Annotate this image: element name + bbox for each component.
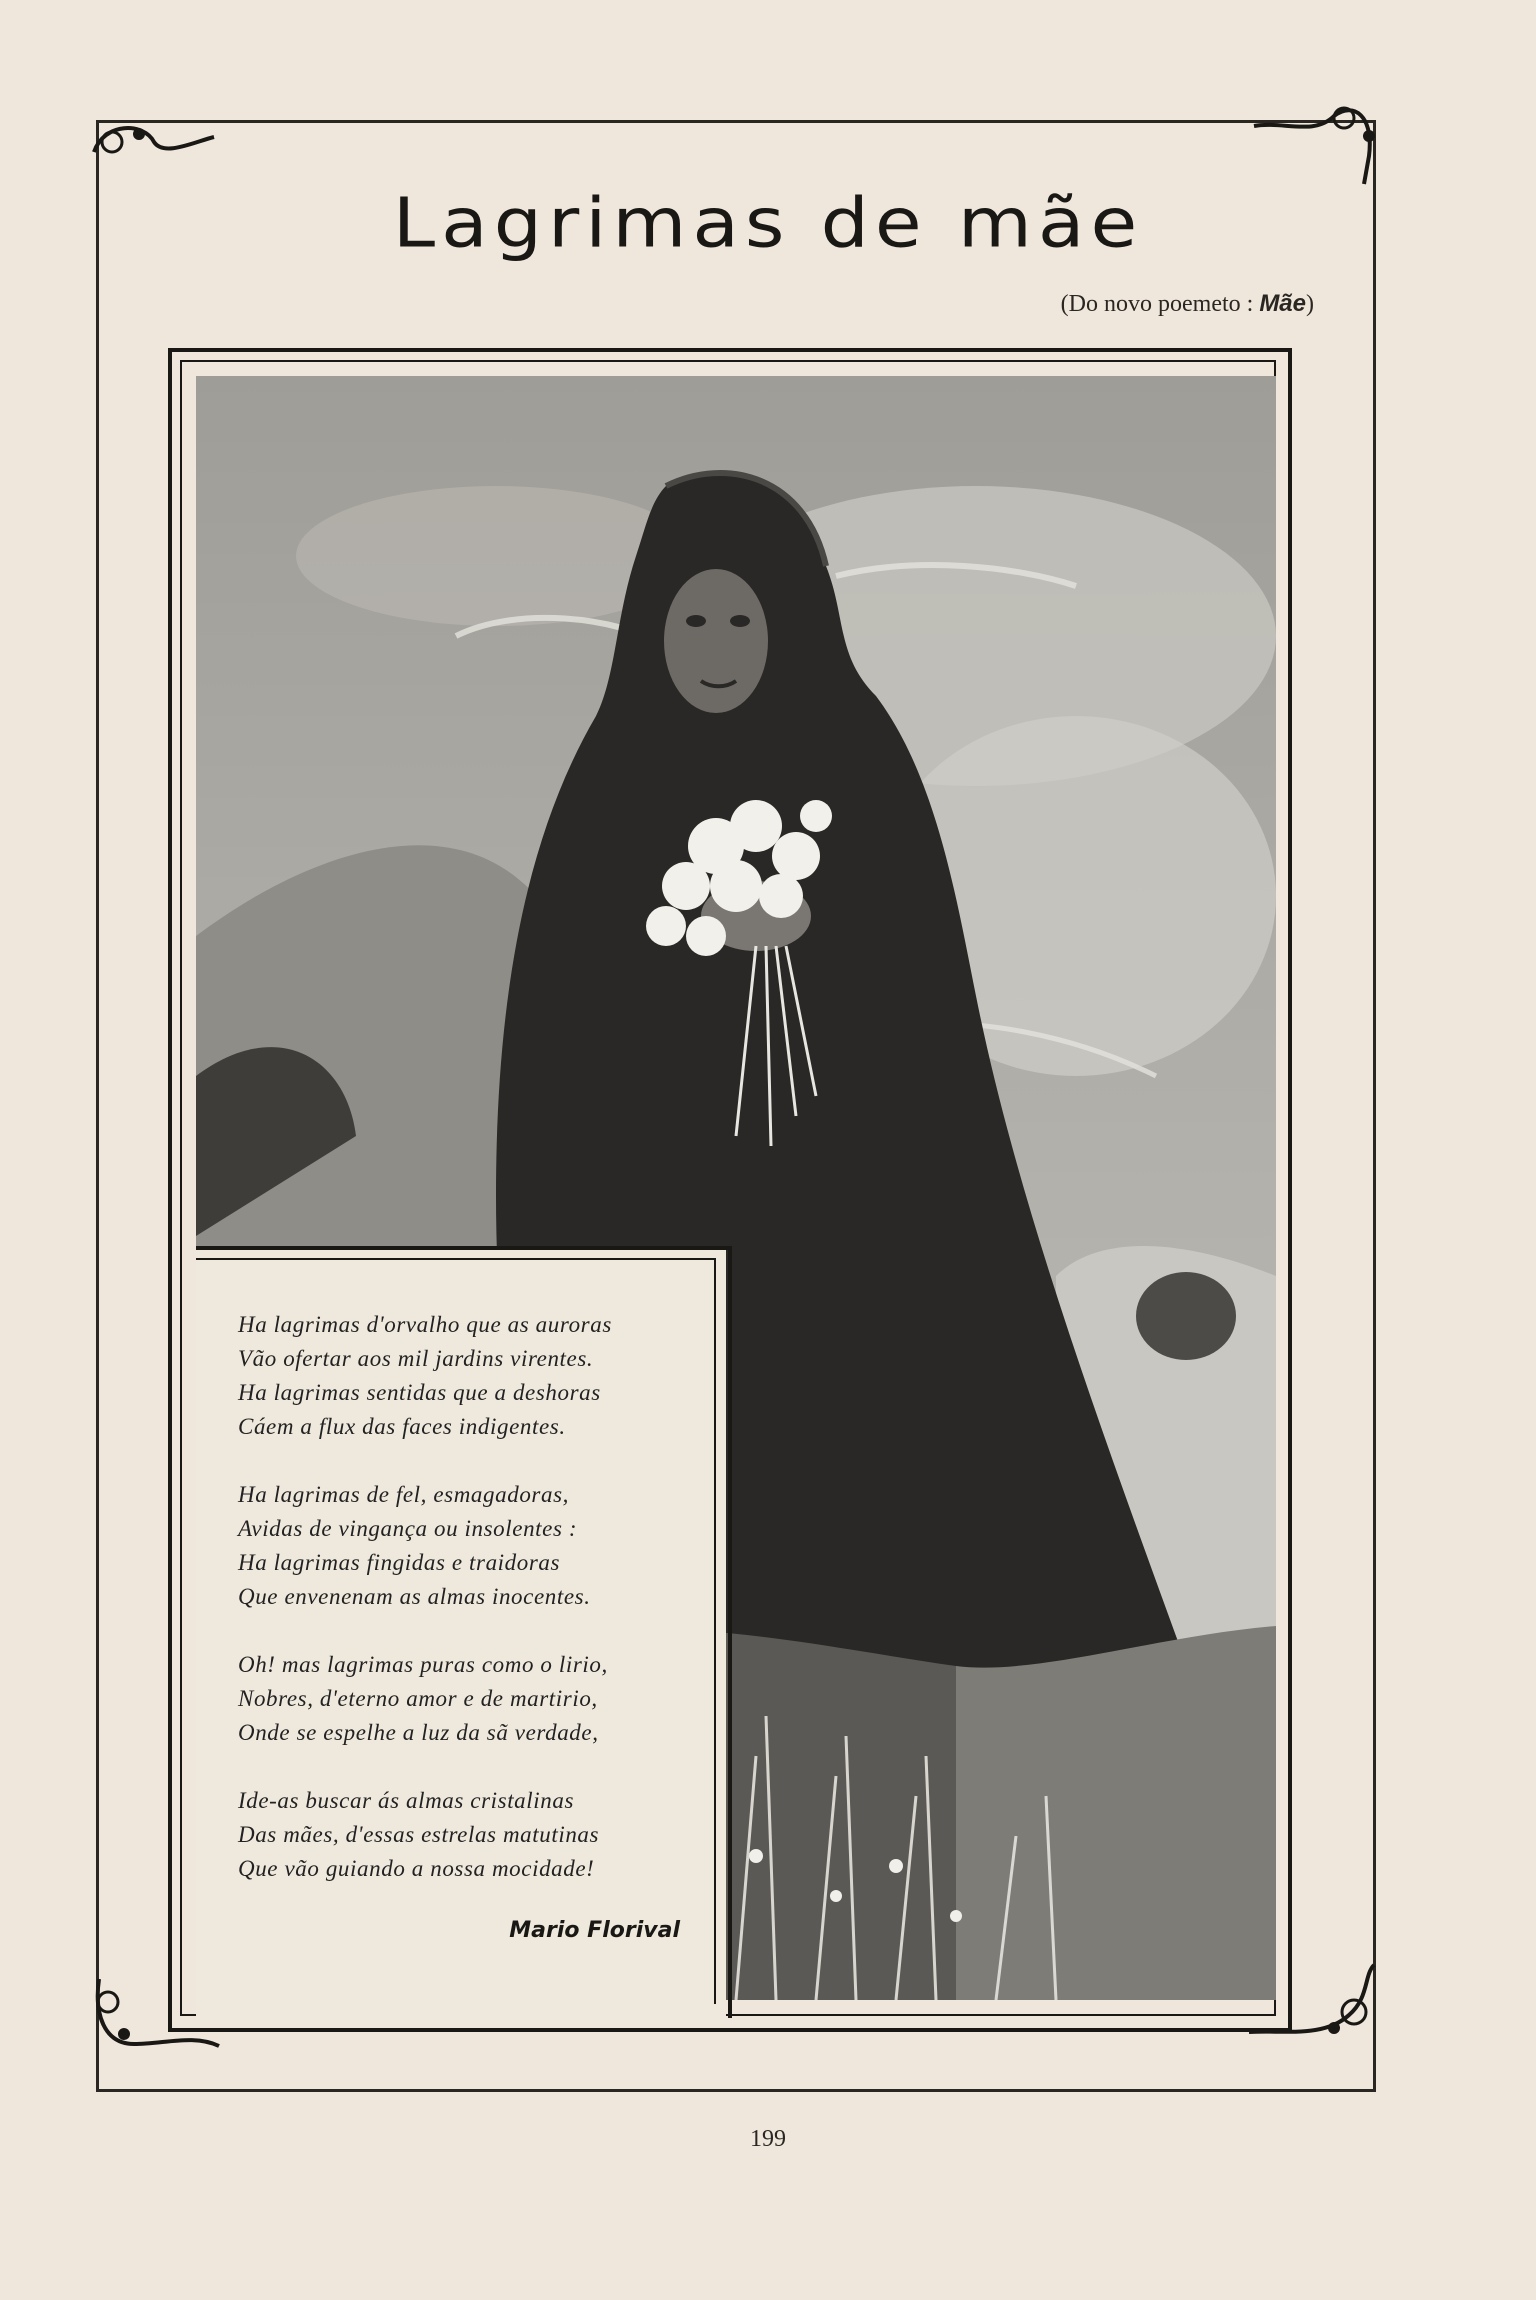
page-number: 199 — [750, 2126, 786, 2152]
poem-line: Ha lagrimas sentidas que a deshoras — [238, 1380, 601, 1405]
subtitle — [1061, 290, 1314, 318]
stanza — [238, 1784, 708, 1886]
poem-line: Vão ofertar aos mil jardins virentes. — [238, 1346, 594, 1371]
poem-line: Que vão guiando a nossa mocidade! — [238, 1856, 595, 1881]
poem-line: Ha lagrimas d'orvalho que as auroras — [238, 1312, 612, 1337]
stanza — [238, 1648, 708, 1750]
poem-line: Ha lagrimas de fel, esmagadoras, — [238, 1482, 569, 1507]
poem-line: Ide-as buscar ás almas cristalinas — [238, 1788, 575, 1813]
page-title: Lagrimas de mãe — [392, 182, 1144, 263]
poem-line: Oh! mas lagrimas puras como o lirio, — [238, 1652, 608, 1677]
poem-line: Ha lagrimas fingidas e traidoras — [238, 1550, 561, 1575]
subtitle-prefix: (Do novo poemeto : — [1060, 291, 1254, 317]
poem-line: Onde se espelhe a luz da sã verdade, — [238, 1720, 599, 1745]
poem-line: Avidas de vingança ou insolentes : — [238, 1516, 578, 1541]
poem-text — [238, 1308, 708, 1920]
subtitle-work: Mãe — [1259, 290, 1306, 317]
stanza — [238, 1308, 708, 1444]
poem-line: Cáem a flux das faces indigentes. — [238, 1414, 566, 1439]
stanza — [238, 1478, 708, 1614]
poem-line: Nobres, d'eterno amor e de martirio, — [238, 1686, 598, 1711]
ornament-corner-top-right — [1244, 96, 1384, 186]
poem-line: Que envenenam as almas inocentes. — [238, 1584, 591, 1609]
poem-line: Das mães, d'essas estrelas matutinas — [238, 1822, 600, 1847]
subtitle-suffix: ) — [1306, 291, 1314, 317]
poem-author: Mario Florival — [509, 1918, 680, 1943]
